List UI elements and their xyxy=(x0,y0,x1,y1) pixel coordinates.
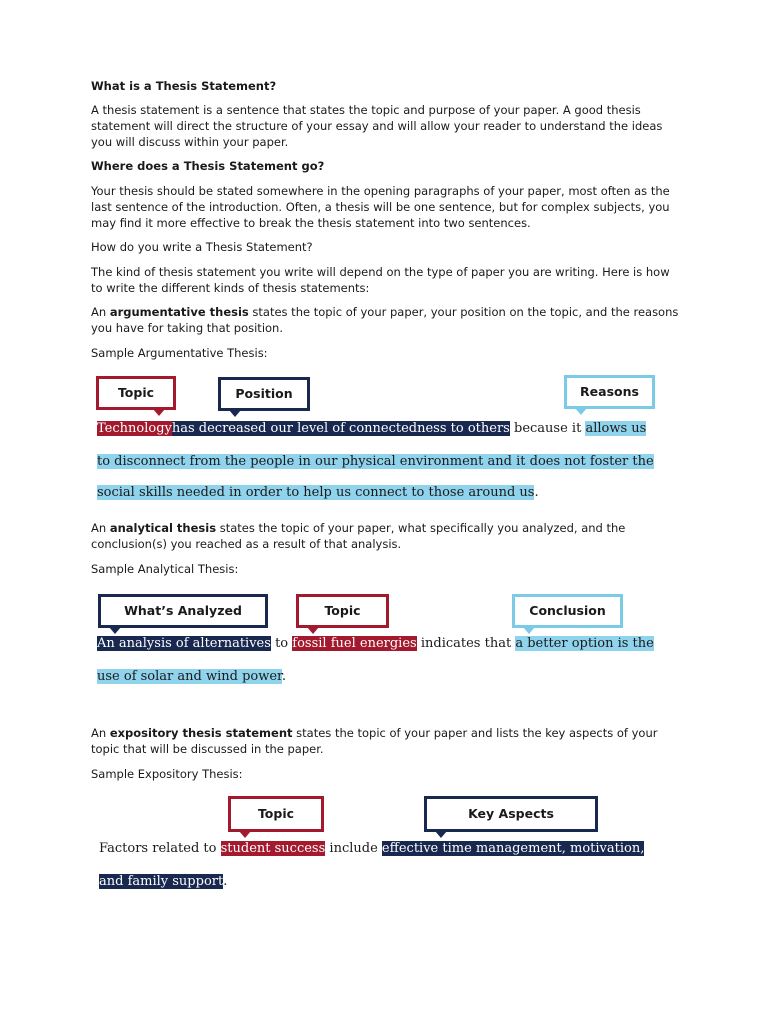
sample-analytical-line2 xyxy=(97,668,286,686)
callout-topic xyxy=(96,376,176,410)
sample-argumentative-line3 xyxy=(97,484,539,502)
callout-topic xyxy=(228,796,324,832)
callout-tail xyxy=(575,408,587,415)
paragraph-placement: Your thesis should be stated somewhere in the opening paragraphs of your paper, most often as the last sentence of the introduction. Often, a thesis will be one sentence, but for complex subjects, you may find it more effective to break the thesis statement into two sentences. xyxy=(91,184,670,230)
sample-argumentative-label: Sample Argumentative Thesis: xyxy=(91,346,268,360)
highlight-topic: student success xyxy=(220,841,326,856)
highlight-reasons: to disconnect from the people in our physical environment and it does not foster the xyxy=(97,454,654,469)
callout-label: Topic xyxy=(324,603,361,618)
text: Factors related to xyxy=(99,841,217,856)
text: because it xyxy=(514,421,582,436)
callout-label: Key Aspects xyxy=(468,806,554,821)
highlight-position: has decreased our level of connectedness to others xyxy=(171,421,510,436)
sample-expository-label: Sample Expository Thesis: xyxy=(91,767,243,781)
text: states the topic of your paper, what specifically you analyzed, and the conclusion(s) you reached as a result of that analysis. xyxy=(91,521,626,551)
callout-position xyxy=(218,377,310,411)
text: to xyxy=(275,636,289,651)
callout-tail xyxy=(307,627,319,634)
heading-where-thesis: Where does a Thesis Statement go? xyxy=(91,159,325,173)
paragraph-analytical xyxy=(91,520,681,552)
text: include xyxy=(329,841,378,856)
paragraph-expository xyxy=(91,725,681,757)
callout-tail xyxy=(239,831,251,838)
text: An xyxy=(91,521,107,535)
callout-tail xyxy=(229,410,241,417)
callout-conclusion xyxy=(512,594,623,628)
callout-whats-analyzed xyxy=(98,594,268,628)
sample-expository-line1 xyxy=(99,840,644,858)
paragraph-definition: A thesis statement is a sentence that states the topic and purpose of your paper. A good thesis statement will direct the structure of your essay and will allow your reader to understand the ideas you will discuss within your paper. xyxy=(91,103,663,149)
callout-key-aspects xyxy=(424,796,598,832)
sample-argumentative-line2 xyxy=(97,453,654,471)
term-analytical: analytical thesis xyxy=(109,521,217,535)
sample-expository-line2 xyxy=(99,873,227,891)
text: states the topic of your paper and lists the key aspects of your topic that will be discussed in the paper. xyxy=(91,726,658,756)
highlight-reasons: social skills needed in order to help us connect to those around us xyxy=(97,485,535,500)
highlight-analyzed: An analysis of alternatives xyxy=(97,636,271,651)
heading-what-is-thesis: What is a Thesis Statement? xyxy=(91,79,277,93)
text: An xyxy=(91,726,107,740)
callout-tail xyxy=(523,627,535,634)
text: . xyxy=(534,485,539,500)
text: An xyxy=(91,305,107,319)
highlight-aspects: effective time management, motivation, xyxy=(381,841,645,856)
highlight-topic: Technology xyxy=(97,421,172,436)
callout-label: Topic xyxy=(257,806,295,821)
sample-analytical-line1 xyxy=(97,635,654,653)
callout-label: Topic xyxy=(117,385,155,400)
highlight-conclusion: a better option is the xyxy=(515,636,654,651)
highlight-reasons: allows us xyxy=(585,421,647,436)
heading-how-write: How do you write a Thesis Statement? xyxy=(91,240,313,254)
sample-analytical-label: Sample Analytical Thesis: xyxy=(91,562,239,576)
term-expository: expository thesis statement xyxy=(109,726,293,740)
highlight-conclusion: use of solar and wind power xyxy=(97,669,282,684)
callout-tail xyxy=(109,627,121,634)
callout-label: Position xyxy=(235,386,293,401)
text: . xyxy=(223,874,228,889)
text: . xyxy=(281,669,286,684)
paragraph-kinds: The kind of thesis statement you write will depend on the type of paper you are writing. Here is how to write the different kinds of thesis statements: xyxy=(91,265,670,295)
sample-argumentative-line1 xyxy=(97,420,646,438)
term-argumentative: argumentative thesis xyxy=(109,305,249,319)
callout-tail xyxy=(153,409,165,416)
callout-label: What’s Analyzed xyxy=(124,603,242,618)
callout-reasons xyxy=(564,375,655,409)
highlight-topic: fossil fuel energies xyxy=(292,636,417,651)
callout-label: Conclusion xyxy=(529,603,606,618)
text: states the topic of your paper, your position on the topic, and the reasons you have for taking that position. xyxy=(91,305,679,335)
highlight-aspects: and family support xyxy=(99,874,224,889)
paragraph-argumentative xyxy=(91,304,681,336)
text: indicates that xyxy=(420,636,512,651)
callout-topic xyxy=(296,594,389,628)
callout-label: Reasons xyxy=(580,384,639,399)
callout-tail xyxy=(435,831,447,838)
